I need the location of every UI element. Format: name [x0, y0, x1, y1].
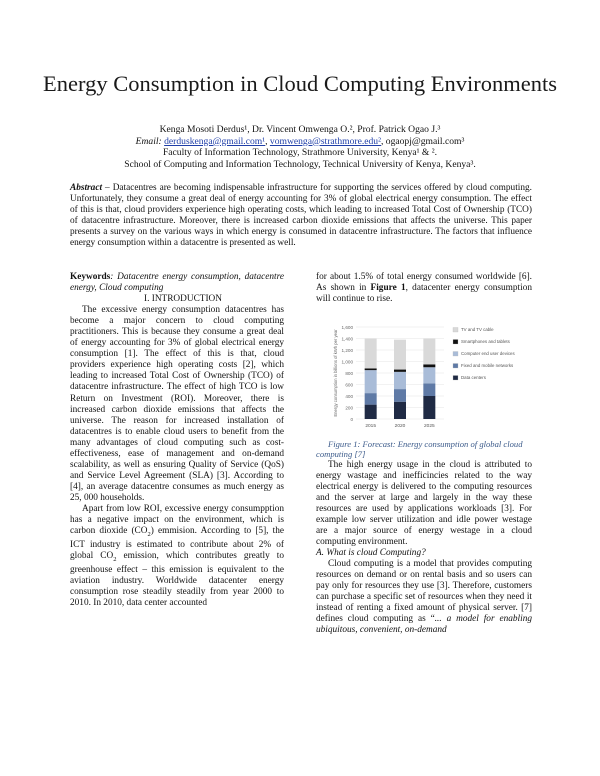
bar-segment — [423, 339, 435, 365]
figure-ref: Figure 1 — [370, 283, 406, 294]
intro-paragraph-1: The excessive energy consumption datacentres has become a major concern to cloud computing practitioners. This is because they consume a great deal of energy accounting for 3% of global electrical energy consumption [1]. The effect of this is that, cloud providers experience high operating costs [2], which leading to increased Total Cost of Ownership (TCO) of datacentre infrastructure. The effect of high TCO is low Return on Investment (ROI). Moreover, there is increased carbon dioxide emissions that affects the universe. The reason for increased installation of datacentres is to enable cloud users to benefit from the many advantages of cloud computing such as cost-effectiveness, ease of management and on-demand scalability, as well as ensuring Quality of Service (QoS) and Service Level Agreement (SLA) [3]. According to [4], an average datacentre consumes as much energy as 25, 000 households. — [70, 305, 284, 503]
y-tick-label: 1,400 — [341, 336, 353, 342]
legend-swatch — [453, 352, 458, 357]
paragraph-cloud-definition: Cloud computing is a model that provides computing resources on demand or on rental basis and so users can pay only for resources they use [3]. Therefore, customers can purchase a specific set of resources when they need it instead of renting a fixed amount of physical server. [7] defines cloud computing as “... a model for enabling ubiquitous, convenient, on-demand — [316, 558, 532, 636]
email-line: Email: derduskenga@gmail.com¹, vomwenga@strathmore.edu², ogaopj@gmail.com³ — [135, 135, 465, 147]
legend-label: Computer end user devices — [461, 351, 515, 357]
bar-segment — [394, 372, 406, 389]
bar-segment — [365, 339, 377, 369]
bar-segment — [365, 369, 377, 371]
bar-segment — [423, 365, 435, 368]
y-tick-label: 800 — [345, 371, 353, 377]
keywords — [70, 272, 284, 294]
section-heading-introduction: I. INTRODUCTION — [144, 294, 222, 305]
abstract-text: – Datacentres are becoming indispensable infrastructure for supporting the services offered by cloud computing. Unfortunately, they consume a great deal of energy accounting for 3% of global electrical energy consumption. The effect of this is that, cloud providers experience high operating costs, which leading to increased Total Cost of Ownership (TCO) of datacentre infrastructure. Moreover, there is increased carbon dioxide emissions that affects the universe. This paper presents a survey on the various ways in which energy is consumed in datacentre infrastructure. The factors that influence energy consumption within a datacentre is presented as well. — [70, 183, 532, 249]
y-tick-label: 1,000 — [341, 359, 353, 365]
left-column — [70, 272, 284, 609]
continued-paragraph: for about 1.5% of total energy consumed worldwide [6]. As shown in Figure 1, datacenter energy consumption will continue to rise. — [316, 272, 532, 305]
legend-swatch — [453, 376, 458, 381]
affiliation-2: School of Computing and Information Technology, Technical University of Kenya, Kenya³. — [124, 158, 476, 170]
bar-segment — [394, 340, 406, 370]
subheading-what-is-cloud: A. What is cloud Computing? — [316, 547, 426, 558]
bar-segment — [365, 393, 377, 405]
x-tick-label: 2025 — [423, 424, 435, 430]
bar-segment — [394, 402, 406, 419]
x-tick-label: 2020 — [394, 424, 406, 430]
email-link-2[interactable]: vomwenga@strathmore.edu² — [269, 135, 381, 147]
legend-swatch — [453, 364, 458, 369]
intro-paragraph-2: Apart from low ROI, excessive energy consumpption has a negative impact on the environment, which is carbon dioxide $(CO_2)$ emmision. According to [5], the ICT industry is estimated to contribute about 2% of global $CO_2$ emission, which contributes greatly to greenhouse effect – this emission is equivalent to the aviation industry. Worldwide datacenter energy consumption rose steadily steadily from year 2000 to 2010. In 2010, data center accounted — [70, 503, 285, 609]
bar-segment — [423, 383, 435, 396]
y-tick-label: 200 — [345, 405, 353, 411]
bar-segment — [423, 396, 435, 419]
legend-label: Smartphones and tablets — [461, 339, 510, 345]
y-tick-label: 1,600 — [341, 325, 353, 331]
email-link-1[interactable]: derduskenga@gmail.com¹ — [164, 135, 266, 147]
legend-label: Fixed and mobile networks — [461, 363, 514, 369]
legend-label: Data centers — [461, 375, 486, 381]
bar-segment — [365, 405, 377, 419]
right-column — [316, 272, 532, 636]
paper-title: Energy Consumption in Cloud Computing Environments — [43, 71, 557, 96]
bar-segment — [394, 370, 406, 372]
y-tick-label: 1,200 — [341, 348, 353, 354]
legend-label: TV and TV cable — [461, 327, 494, 333]
legend-swatch — [453, 340, 458, 345]
bar-segment — [423, 367, 435, 383]
bar-segment — [365, 370, 377, 393]
author-block — [40, 124, 560, 170]
authors-line: Kenga Mosoti Derdus¹, Dr. Vincent Omwenga O.², Prof. Patrick Ogao J.³ — [159, 124, 441, 135]
keywords-text: : Datacentre energy consumption, datacentre energy, Cloud computing — [70, 272, 284, 294]
email-3: , ogaopj@gmail.com³ — [380, 135, 465, 147]
abstract-label: Abstract — [70, 183, 103, 193]
y-tick-label: 600 — [345, 382, 353, 388]
figure-1 — [316, 319, 532, 439]
paragraph-energy-usage: The high energy usage in the cloud is attributed to energy wastage and inefficincies related to the way electrical energy is delivered to the computing resources and the server at large and largely in the way these resources are used by applications workloads [3]. For example low server utilization and idle power westage are a major source of energy westage in a cloud computing environment. — [316, 459, 532, 547]
x-tick-label: 2015 — [365, 424, 377, 430]
figure-caption: Figure 1: Forecast: Energy consumption of global cloud computing [7] — [316, 439, 523, 460]
abstract — [70, 183, 532, 250]
y-axis-label: Energy consumption in billions of kWh per year — [333, 329, 338, 417]
email-label: Email — [135, 135, 159, 147]
keywords-label: Keywords — [70, 272, 111, 282]
bar-segment — [394, 389, 406, 402]
y-tick-label: 0 — [350, 417, 353, 423]
energy-chart — [316, 319, 532, 439]
affiliation-1: Faculty of Information Technology, Strathmore University, Kenya¹ & ². — [162, 147, 438, 159]
y-tick-label: 400 — [345, 394, 353, 400]
legend-swatch — [453, 328, 458, 333]
